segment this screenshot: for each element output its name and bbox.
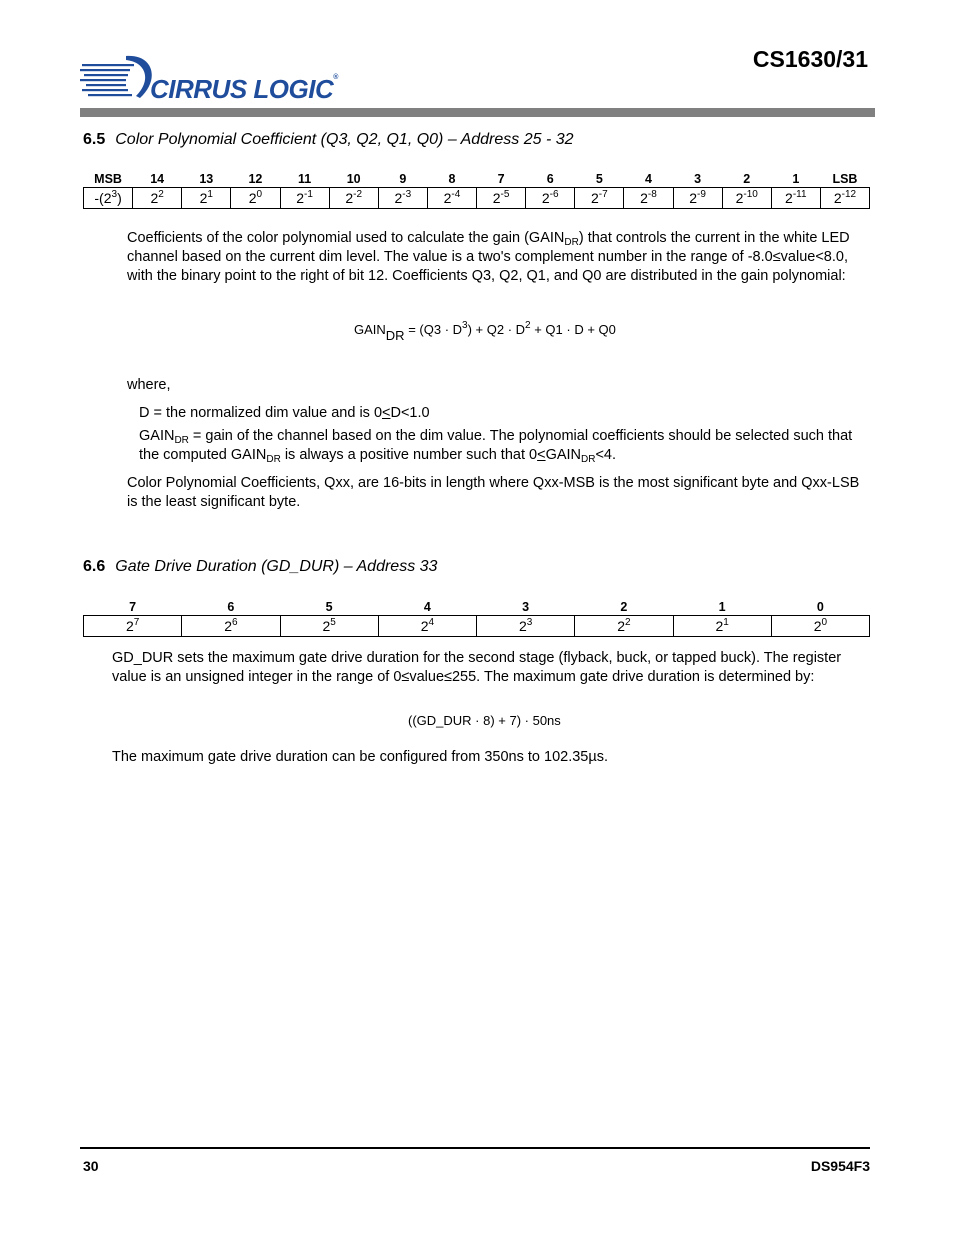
bit-weight-cell: $2^{-2}$ [329, 188, 378, 209]
gd-dur-description: GD_DUR sets the maximum gate drive duration for the second stage (flyback, buck, or tapped buck). The register value is an unsigned integer in the range of 0≤value≤255. The maximum gate drive duration is determined by: [112, 650, 842, 685]
coefficient-register-table [83, 171, 870, 209]
bit-weight-cell: $2^{-10}$ [722, 188, 771, 209]
bit-column-header: 4 [423, 600, 431, 614]
bit-weight-cell: $2^3$ [477, 616, 575, 637]
gain-polynomial-formula: $GAIN_{DR} = (Q3 \cdot D^3) + Q2 \cdot D^2 + Q1 \cdot D + Q0$ [354, 320, 616, 343]
bit-column-header: 3 [694, 172, 702, 186]
bit-weight-cell: $2^{-3}$ [378, 188, 427, 209]
bit-column-header: 11 [297, 172, 312, 186]
section-6-6-heading [83, 558, 437, 576]
bit-column-header: 7 [497, 172, 505, 186]
gate-drive-register-table [83, 599, 870, 637]
bit-column-header: 8 [448, 172, 456, 186]
table-row [84, 616, 870, 637]
bit-column-header: 1 [792, 172, 800, 186]
definition-d: D = the normalized dim value and is 0<D<1.0 [139, 405, 430, 421]
bit-column-header: 4 [644, 172, 652, 186]
bit-column-header: 5 [325, 600, 333, 614]
bit-weight-cell: $2^4$ [378, 616, 476, 637]
coefficient-description: Coefficients of the color polynomial used to calculate the gain $(GAIN_{DR})$ that controls the current in the white LED channel based on the current dim level. The value is a two's complement number in the range of -8.0≤value<8.0, with the binary point to the right of bit 12. Coefficients Q3, Q2, Q1, and Q0 are distributed in the gain polynomial: [127, 230, 850, 284]
gate-drive-formula: ((GD_DUR · 8) + 7) · 50ns [408, 713, 561, 728]
bit-column-header: 6 [227, 600, 235, 614]
logo-text: CIRRUS LOGIC [150, 74, 334, 104]
section-number: 6.6 [83, 558, 106, 575]
bit-weight-cell: $2^{-4}$ [427, 188, 476, 209]
bit-weight-cell: $2^{-6}$ [526, 188, 575, 209]
footer-divider [80, 1147, 870, 1149]
section-title: Gate Drive Duration (GD_DUR) – Address 33 [115, 558, 438, 575]
bit-column-header: MSB [94, 172, 122, 186]
bit-column-header: 3 [522, 600, 530, 614]
where-label: where, [127, 377, 171, 393]
gate-drive-range-note: The maximum gate drive duration can be configured from 350ns to 102.35µs. [112, 749, 608, 765]
document-id: DS954F3 [810, 1158, 870, 1174]
bit-weight-cell: $2^{-1}$ [280, 188, 329, 209]
bit-weight-cell: $2^{-12}$ [820, 188, 869, 209]
definition-gain: $GAIN_{DR}$ = gain of the channel based on the dim value. The polynomial coefficients should be selected such that the computed $GAIN_{DR}$ is always a positive number such that $0<GAIN_{DR}<4$. [139, 428, 853, 465]
section-title: Color Polynomial Coefficient (Q3, Q2, Q1, Q0) – Address 25 - 32 [115, 131, 574, 148]
logo-swoosh-icon [80, 52, 160, 110]
bit-column-header: 6 [546, 172, 554, 186]
cirrus-logic-logo [80, 52, 340, 110]
bit-weight-cell: $2^2$ [575, 616, 673, 637]
bit-column-header: 1 [718, 600, 726, 614]
bit-weight-cell: $2^{-8}$ [624, 188, 673, 209]
bit-column-header: 5 [595, 172, 603, 186]
bit-column-header: 7 [129, 600, 137, 614]
table-row [84, 188, 870, 209]
bit-weight-cell: $2^1$ [673, 616, 771, 637]
header-divider [80, 108, 875, 117]
bit-weight-cell: $2^0$ [231, 188, 280, 209]
bit-weight-cell: $2^0$ [771, 616, 869, 637]
registered-mark: ® [333, 74, 338, 81]
bit-weight-cell: $2^7$ [84, 616, 182, 637]
bit-weight-cell: $2^{-5}$ [477, 188, 526, 209]
bit-column-header: 12 [248, 172, 263, 186]
table-header-row [84, 171, 870, 188]
bit-column-header: 0 [816, 600, 824, 614]
bit-column-header: 10 [346, 172, 361, 186]
bit-weight-cell: $2^5$ [280, 616, 378, 637]
bit-column-header: 2 [743, 172, 751, 186]
bit-column-header: 14 [150, 172, 165, 186]
bit-column-header: 2 [620, 600, 628, 614]
document-title: CS1630/31 [752, 46, 868, 72]
bit-weight-cell: $2^{-7}$ [575, 188, 624, 209]
bit-weight-cell: $2^{-9}$ [673, 188, 722, 209]
bit-weight-cell: $2^1$ [182, 188, 231, 209]
bit-weight-cell: $2^2$ [133, 188, 182, 209]
bit-weight-cell: $-(2^3)$ [84, 188, 133, 209]
bit-weight-cell: $2^{-11}$ [771, 188, 820, 209]
page-number: 30 [83, 1158, 99, 1174]
table-header-row [84, 599, 870, 616]
coefficient-length-note: Color Polynomial Coefficients, Qxx, are 16-bits in length where Qxx-MSB is the most significant byte and Qxx-LSB is the least significant byte. [127, 475, 860, 510]
bit-column-header: LSB [832, 172, 858, 186]
section-number: 6.5 [83, 131, 106, 148]
section-6-5-heading [83, 131, 574, 149]
bit-weight-cell: $2^6$ [182, 616, 280, 637]
bit-column-header: 13 [199, 172, 214, 186]
bit-column-header: 9 [399, 172, 407, 186]
